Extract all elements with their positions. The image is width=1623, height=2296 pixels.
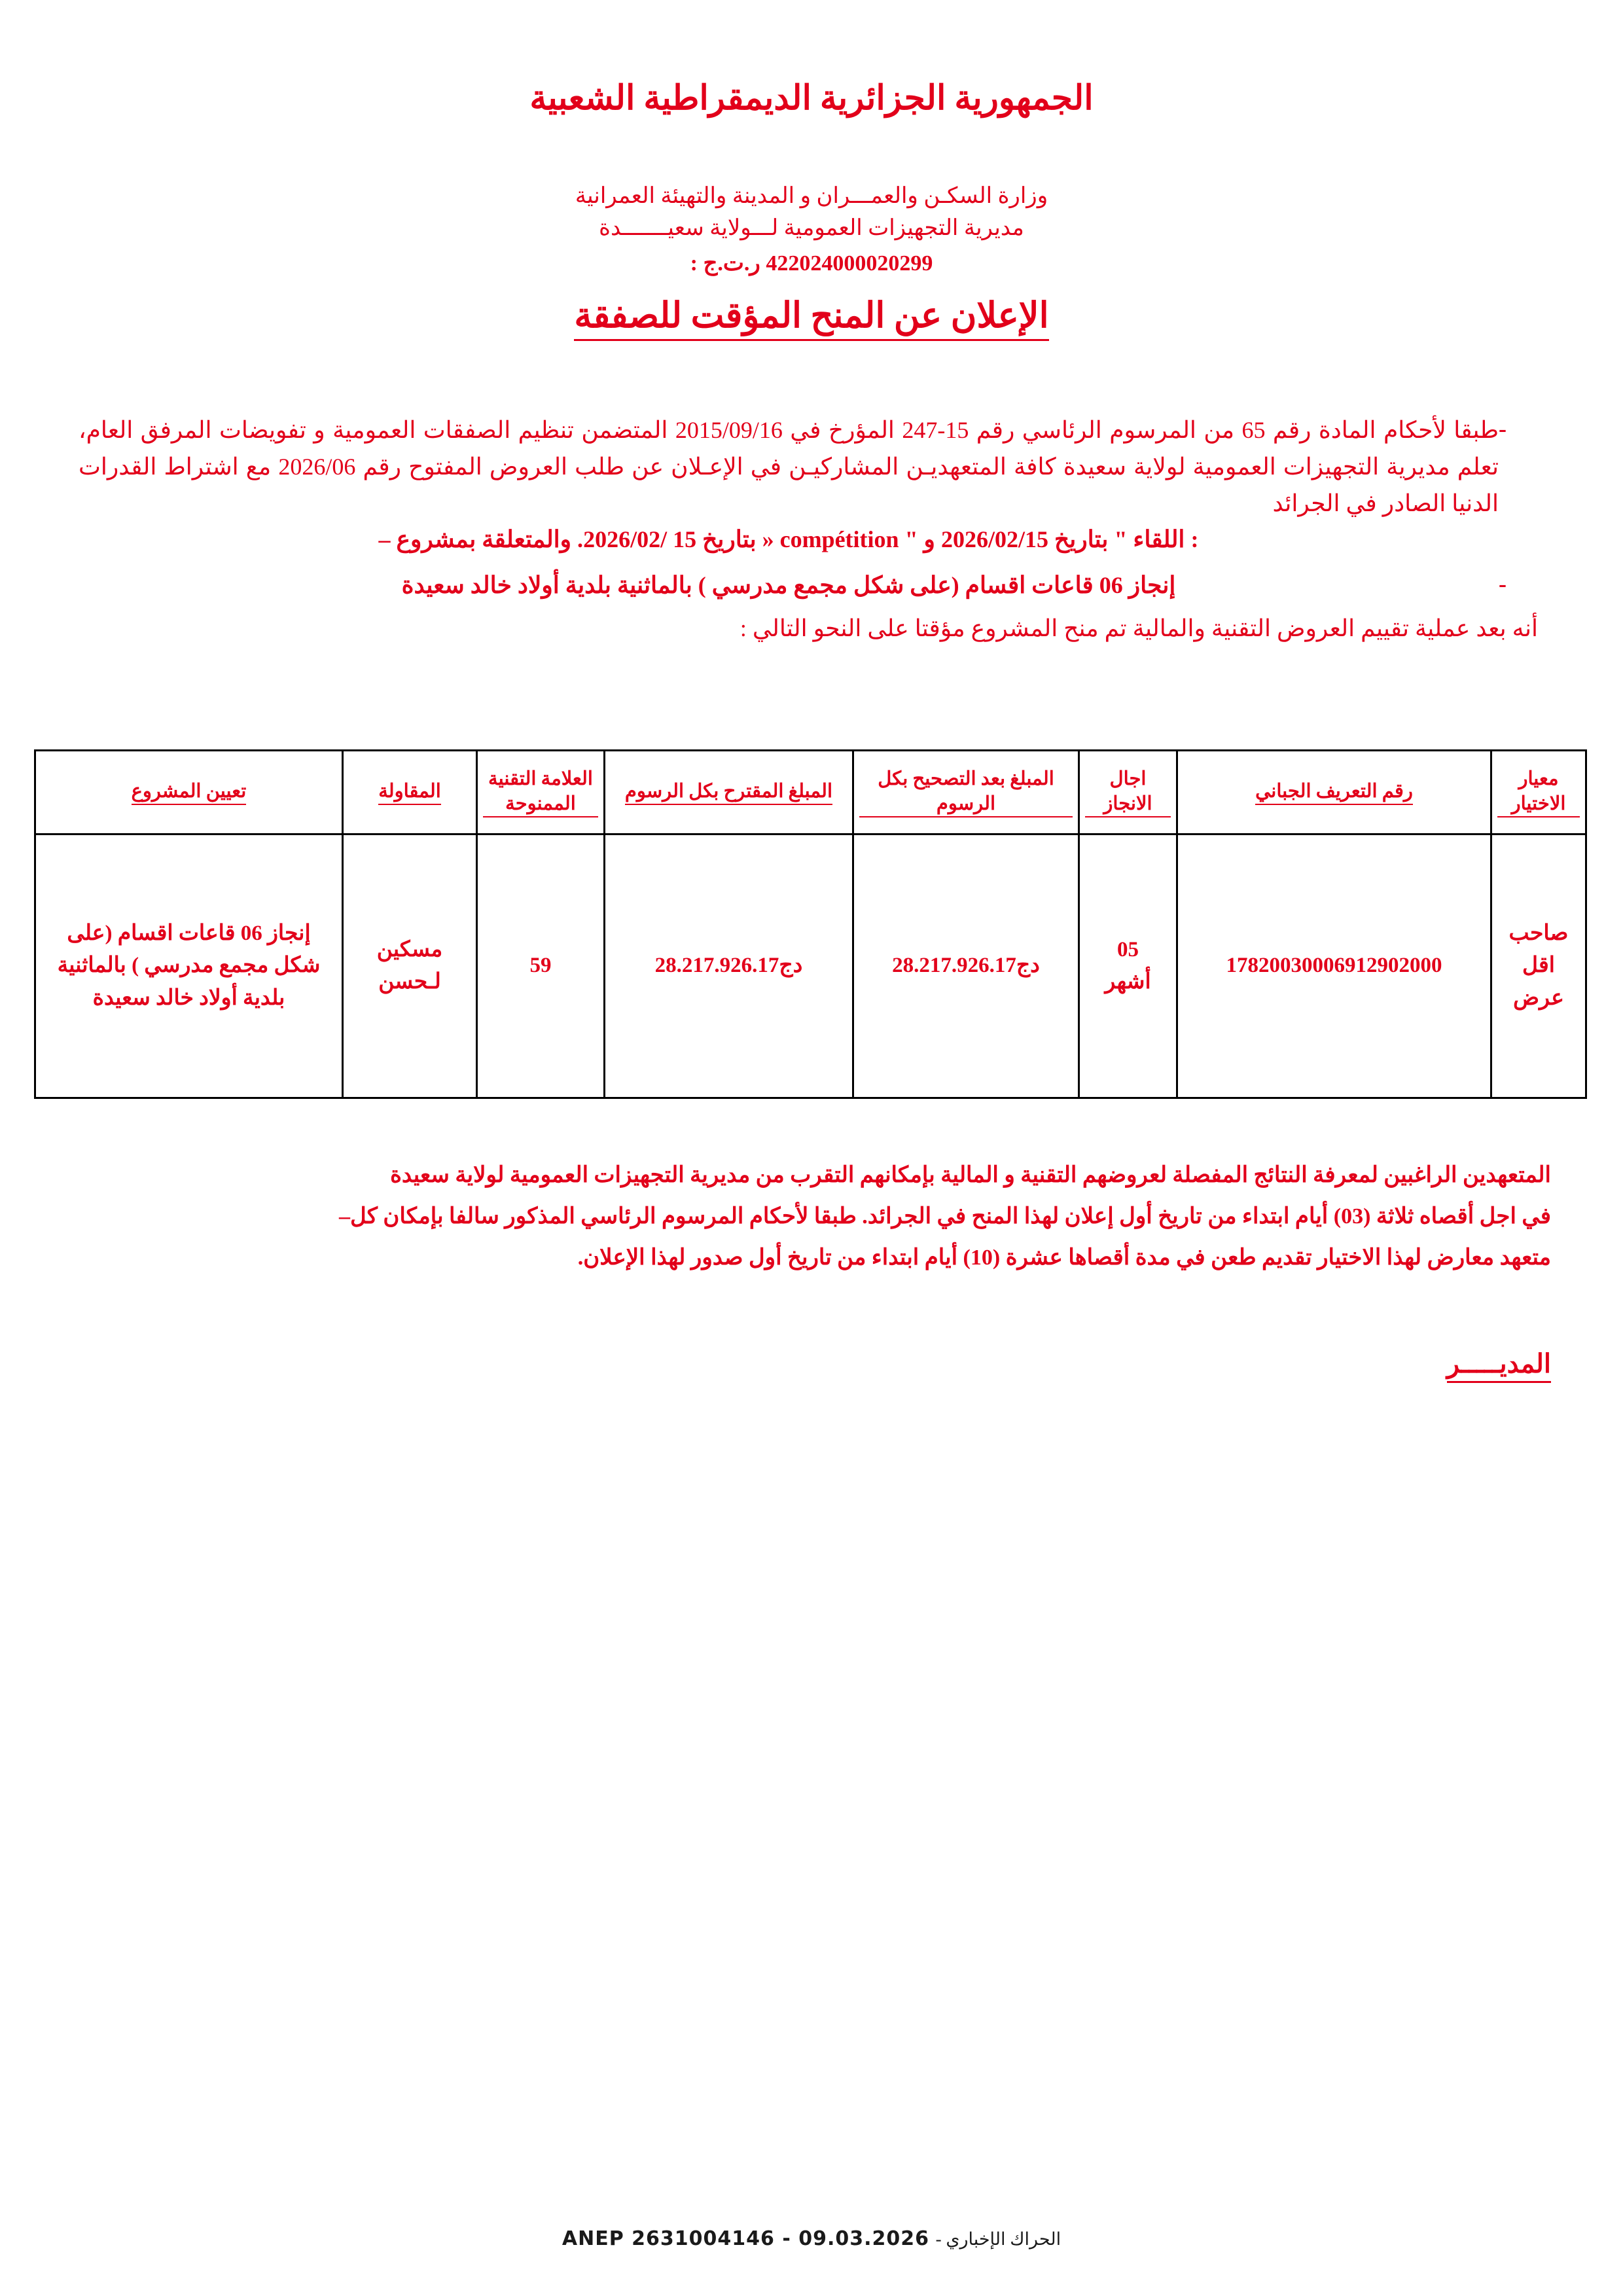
paragraph-3: أنه بعد عملية تقييم العروض التقنية والمالية تم منح المشروع مؤقتا على النحو التالي :: [740, 615, 1538, 641]
paragraph-1-cont-prefix: :: [1190, 526, 1199, 553]
paragraph-1: [79, 412, 1499, 558]
rc-line: [0, 247, 1623, 279]
paragraph-2-row: [79, 567, 1538, 604]
cell-delay: [1079, 834, 1177, 1098]
anep-footer: [0, 2227, 1623, 2250]
cell-amount-corrected: [853, 834, 1079, 1098]
cell-nif: [1177, 834, 1491, 1098]
footer-note-line-1: المتعهدين الراغبين لمعرفة النتائج المفصلة لعروضهم التقنية و المالية بإمكانهم التقرب من مديرية التجهيزات العمومية لولاية سعيدة: [390, 1163, 1551, 1187]
paragraph-2: إنجاز 06 قاعات اقسام (على شكل مجمع مدرسي ) بالماثنية بلدية أولاد خالد سعيدة: [401, 572, 1176, 599]
bullet-dash-2: -: [1499, 571, 1507, 598]
footer-note: [65, 1155, 1551, 1279]
award-table: [34, 749, 1587, 1099]
th-criteria-label: معيار الاختيار: [1497, 767, 1580, 817]
anep-source: الحراك الإخباري -: [935, 2229, 1061, 2249]
th-project: [35, 751, 343, 834]
cell-criteria: صاحب اقل عرض: [1491, 834, 1586, 1098]
th-project-label: تعيين المشروع: [132, 780, 247, 806]
cell-amount-proposed: [605, 834, 853, 1098]
paragraph-1-cont-text: اللقاء " بتاريخ 2026/02/15 و " compétition « بتاريخ 15 /2026/02. والمتعلقة بمشروع –: [378, 526, 1185, 553]
cell-amount-corrected-value: 28.217.926.17دج: [892, 954, 1040, 978]
th-amount-proposed: [605, 751, 853, 834]
republic-heading: الجمهورية الجزائرية الديمقراطية الشعبية: [529, 80, 1094, 117]
th-contractor: [343, 751, 477, 834]
table-row: [35, 834, 1586, 1098]
cell-delay-unit: أشهر: [1105, 970, 1151, 994]
table-header-row: [35, 751, 1586, 834]
th-nif: [1177, 751, 1491, 834]
ministry-line-1: وزارة السكـن والعمـــران و المدينة والتهيئة العمرانية: [575, 184, 1048, 208]
th-amount-corrected-label: المبلغ بعد التصحيح بكل الرسوم: [859, 767, 1073, 817]
th-criteria: [1491, 751, 1586, 834]
award-table-wrapper: [36, 749, 1587, 1099]
th-mark-label: العلامة التقنية الممنوحة: [483, 767, 598, 817]
th-amount-proposed-label: المبلغ المقترح بكل الرسوم: [625, 780, 832, 806]
th-contractor-label: المقاولة: [378, 780, 441, 806]
th-amount-corrected: [853, 751, 1079, 834]
footer-note-line-2: في اجل أقصاه ثلاثة (03) أيام ابتداء من تاريخ أول إعلان لهذا المنح في الجرائد. طبقا لأحكام المرسوم الرئاسي المذكور سالفا بإمكان كل–: [338, 1204, 1551, 1229]
ministry-block: [0, 180, 1623, 279]
body-content: [79, 412, 1538, 647]
paragraph-1-continuation: [79, 522, 1499, 558]
cell-contractor: مسكين لـحسن: [343, 834, 477, 1098]
director-signature: المديـــــر: [1447, 1348, 1551, 1383]
page-title-text: الإعلان عن المنح المؤقت للصفقة: [574, 296, 1048, 341]
ministry-line-2: مديرية التجهيزات العمومية لـــولاية سعيـــــــدة: [599, 216, 1024, 241]
paragraph-1-text: طبقا لأحكام المادة رقم 65 من المرسوم الرئاسي رقم 15-247 المؤرخ في 2015/09/16 المتضمن تنظيم الصفقات العمومية و تفويضات المرفق العام، تعلم مديرية التجهيزات العمومية لولاية سعيدة كافة المتعهديـن المشاركيـن في الإعـلان عن طلب العروض المفتوح رقم 2026/06 مع اشتراط القدرات الدنيا الصادر في الجرائد: [79, 417, 1499, 516]
bullet-dash-1: -: [1499, 416, 1507, 442]
th-nif-label: رقم التعريف الجباني: [1255, 780, 1413, 806]
th-delay-label: اجال الانجاز: [1085, 767, 1171, 817]
cell-project: إنجاز 06 قاعات اقسام (على شكل مجمع مدرسي ) بالماثنية بلدية أولاد خالد سعيدة: [35, 834, 343, 1098]
th-delay: [1079, 751, 1177, 834]
rc-label: ر.ت.ج :: [690, 251, 760, 276]
anep-code: ANEP 2631004146 - 09.03.2026: [562, 2227, 930, 2250]
th-mark: [477, 751, 605, 834]
cell-amount-proposed-value: 28.217.926.17دج: [654, 954, 803, 978]
rc-value: 422024000020299: [766, 251, 933, 276]
cell-mark: 59: [477, 834, 605, 1098]
cell-nif-value: 17820030006912902000: [1226, 954, 1442, 978]
page-title: [0, 295, 1623, 336]
paragraph-1-row: [79, 412, 1538, 558]
footer-note-line-3: متعهد معارض لهذا الاختيار تقديم طعن في مدة أقصاها عشرة (10) أيام ابتداء من تاريخ أول صدور لهذا الإعلان.: [577, 1245, 1551, 1270]
cell-delay-value: 05: [1117, 937, 1139, 961]
